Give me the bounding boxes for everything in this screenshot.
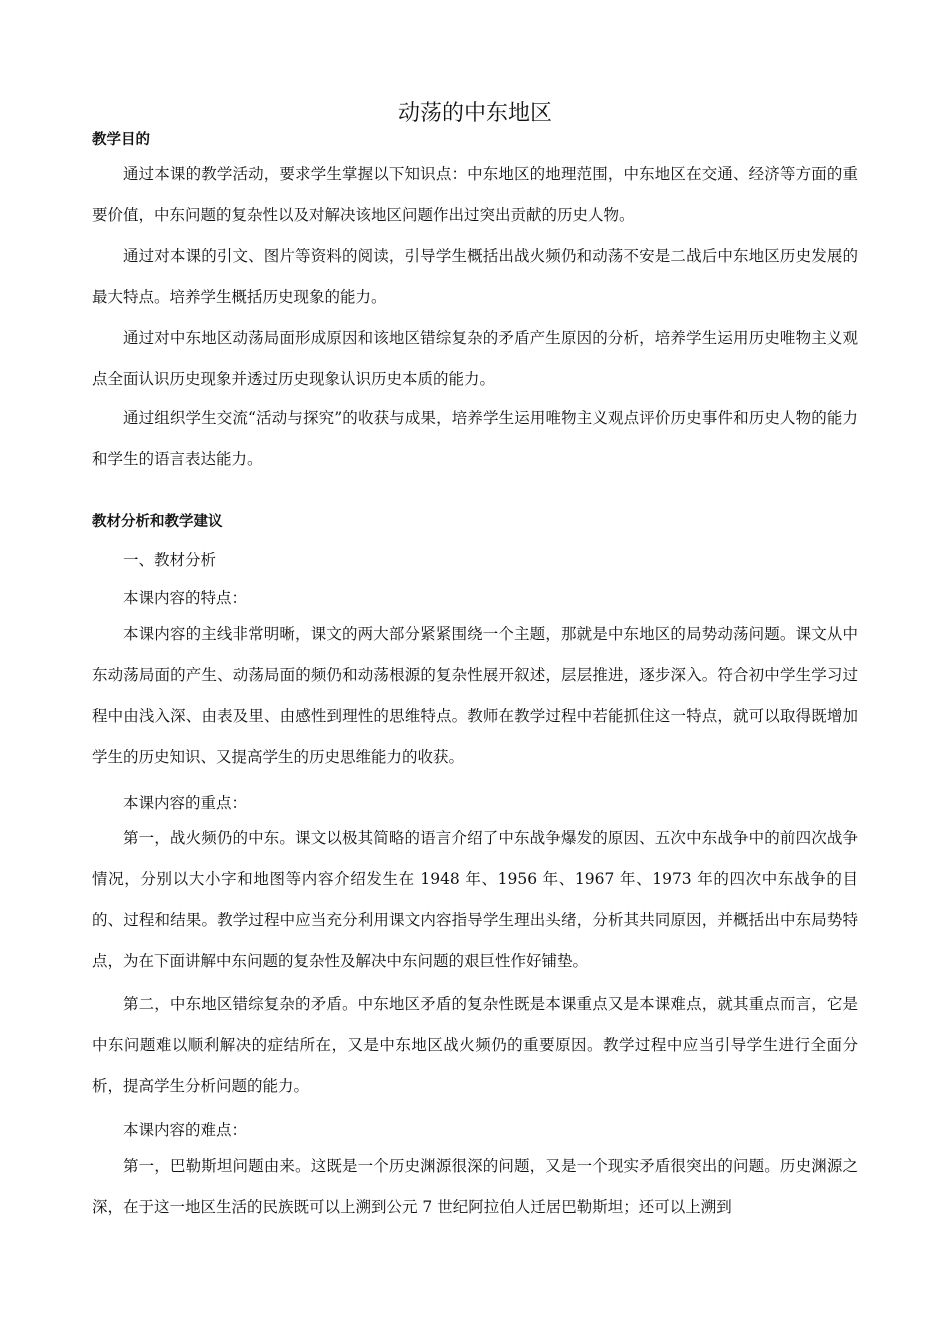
- key-point-2-paragraph: 第二，中东地区错综复杂的矛盾。中东地区矛盾的复杂性既是本课重点又是本课难点，就其重点而言，它是中东问题难以顺利解决的症结所在，又是中东地区战火频仍的重要原因。教学过程中应当引导学生进行全面分析，提高学生分析问题的能力。: [92, 995, 858, 1095]
- key-point-1-paragraph: 第一，战火频仍的中东。课文以极其简略的语言介绍了中东战争爆发的原因、五次中东战争中的前四次战争情况，分别以大小字和地图等内容介绍发生在 1948 年、1956 年、1967 年、1973 年的四次中东战争的目的、过程和结果。教学过程中应当充分利用课文内容指导学生理出头绪，分析其共同原因，并概括出中东局势特点，为在下面讲解中东问题的复杂性及解决中东问题的艰巨性作好铺垫。: [92, 829, 858, 970]
- subheading-material-analysis: 一、教材分析: [123, 551, 217, 569]
- goal-paragraph-2: 通过对本课的引文、图片等资料的阅读，引导学生概括出战火频仍和动荡不安是二战后中东地区历史发展的最大特点。培养学生概括历史现象的能力。: [92, 247, 858, 306]
- difficult-points-label: 本课内容的难点：: [123, 1121, 248, 1139]
- goal-paragraph-4: 通过组织学生交流“活动与探究”的收获与成果，培养学生运用唯物主义观点评价历史事件和历史人物的能力和学生的语言表达能力。: [92, 409, 858, 468]
- key-points-label: 本课内容的重点：: [123, 794, 248, 812]
- section-heading-teaching-goals: 教学目的: [92, 132, 150, 148]
- section-heading-materials: 教材分析和教学建议: [92, 514, 223, 530]
- goal-paragraph-3: 通过对中东地区动荡局面形成原因和该地区错综复杂的矛盾产生原因的分析，培养学生运用历史唯物主义观点全面认识历史现象并透过历史现象认识历史本质的能力。: [92, 329, 858, 388]
- difficult-point-1-paragraph: 第一，巴勒斯坦问题由来。这既是一个历史渊源很深的问题，又是一个现实矛盾很突出的问题。历史渊源之深，在于这一地区生活的民族既可以上溯到公元 7 世纪阿拉伯人迁居巴勒斯坦；还可以上溯到: [92, 1157, 858, 1216]
- features-paragraph: 本课内容的主线非常明晰，课文的两大部分紧紧围绕一个主题，那就是中东地区的局势动荡问题。课文从中东动荡局面的产生、动荡局面的频仍和动荡根源的复杂性展开叙述，层层推进，逐步深入。符合初中学生学习过程中由浅入深、由表及里、由感性到理性的思维特点。教师在教学过程中若能抓住这一特点，就可以取得既增加学生的历史知识、又提高学生的历史思维能力的收获。: [92, 625, 858, 766]
- features-label: 本课内容的特点：: [123, 589, 248, 607]
- page-title: 动荡的中东地区: [397, 101, 552, 126]
- goal-paragraph-1: 通过本课的教学活动，要求学生掌握以下知识点：中东地区的地理范围，中东地区在交通、经济等方面的重要价值，中东问题的复杂性以及对解决该地区问题作出过突出贡献的历史人物。: [92, 165, 858, 224]
